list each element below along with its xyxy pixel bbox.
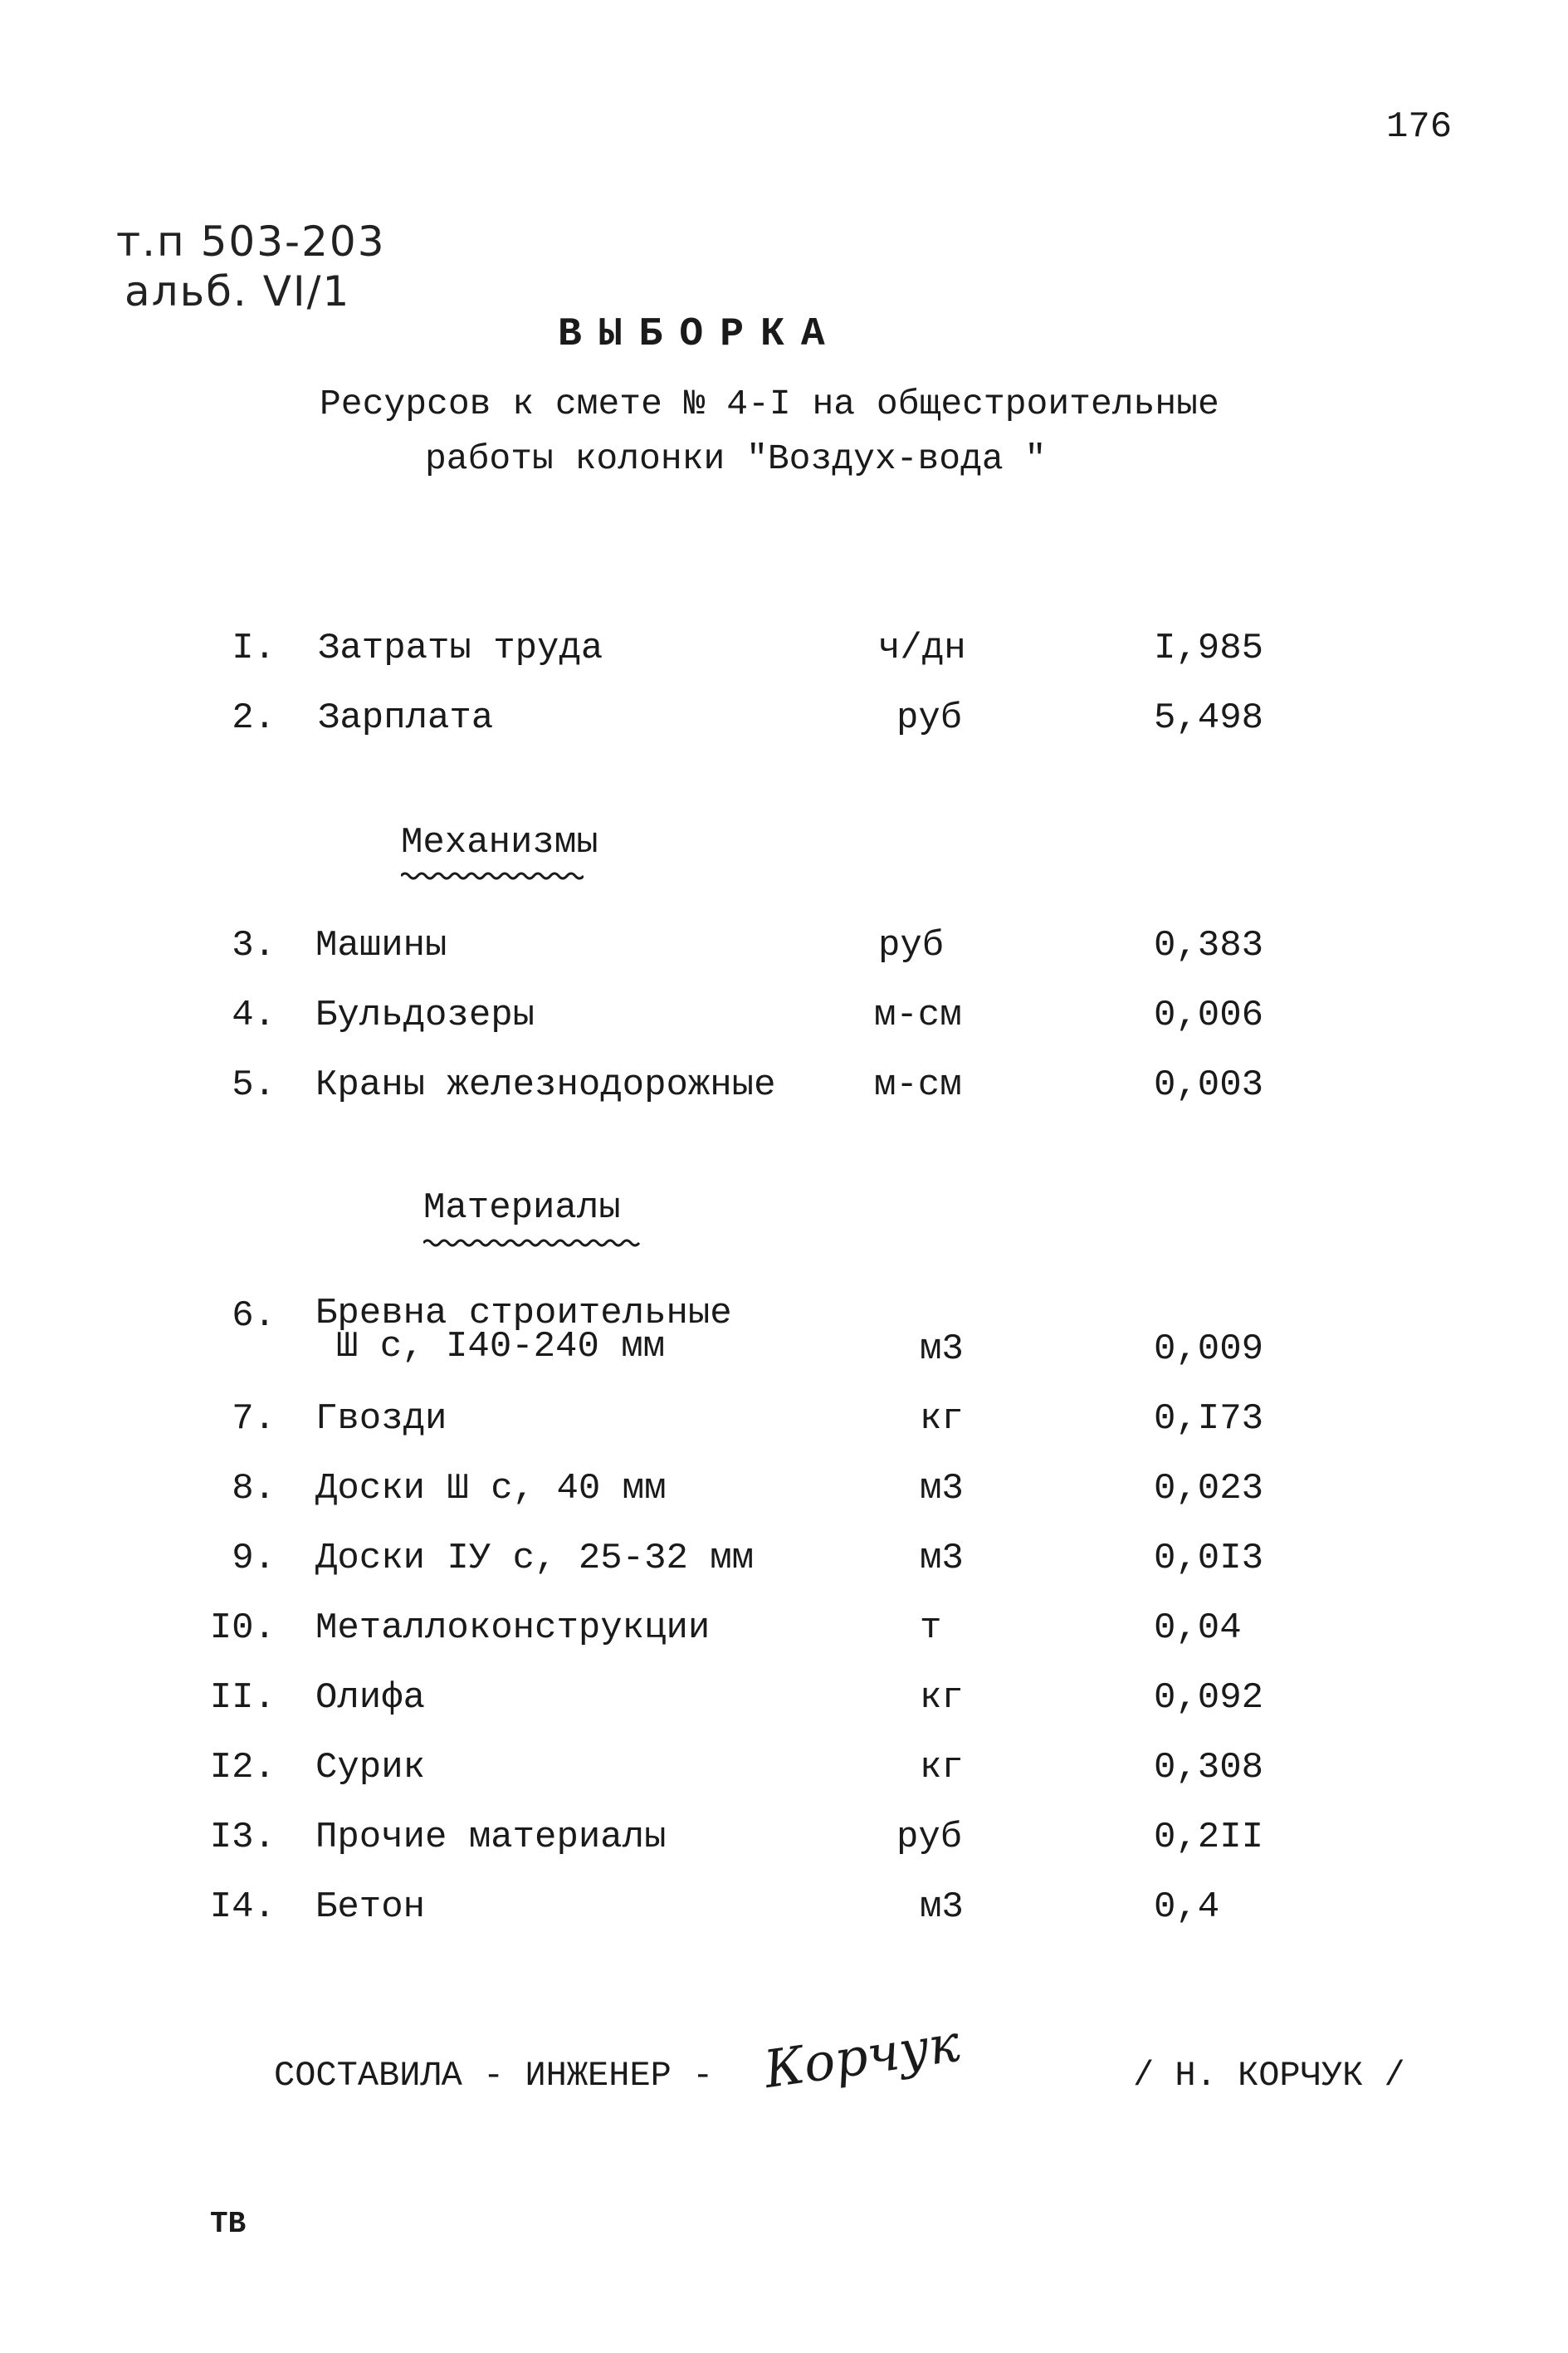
row-unit: т [920,1607,942,1649]
row-value: 0,04 [1154,1607,1242,1649]
row-value: 0,006 [1154,995,1264,1036]
page-number: 176 [1386,106,1453,148]
author-name: / Н. КОРЧУК / [1133,2056,1405,2096]
row-name: Сурик [315,1747,426,1788]
row-number: I3. [209,1817,276,1858]
row-value: 0,009 [1154,1328,1264,1370]
row-name: Прочие материалы [315,1817,667,1858]
row-number: I0. [209,1607,276,1649]
row-value: 0,023 [1154,1468,1264,1509]
row-unit: м-см [874,1064,962,1106]
row-value: 0,092 [1154,1677,1264,1719]
row-name: Затраты труда [318,628,603,669]
row-unit: кг [920,1398,964,1440]
row-value: 0,0I3 [1154,1538,1264,1579]
subtitle-line1: Ресурсов к смете № 4-I на общестроительные [320,384,1219,424]
row-name-line2: Ш с, I40-240 мм [336,1326,666,1367]
row-name: Металлоконструкции [315,1607,711,1649]
row-name: Зарплата [318,697,494,739]
row-name: Доски IУ с, 25-32 мм [315,1538,755,1579]
row-number: I. [232,628,276,669]
row-number: 3. [232,925,276,966]
row-name: Бетон [315,1886,426,1928]
section-underline [423,1237,644,1249]
compiled-by-label: СОСТАВИЛА - ИНЖЕНЕР - [274,2056,714,2096]
row-number: 6. [232,1295,276,1337]
row-unit: м3 [920,1468,964,1509]
row-unit: руб [896,1817,963,1858]
row-name: Доски Ш с, 40 мм [315,1468,667,1509]
row-unit: кг [920,1677,964,1719]
row-name-line1: Бревна строительные [315,1293,732,1334]
row-unit: м3 [920,1886,964,1928]
signature: Корчук [760,2012,964,2101]
subtitle-line2: работы колонки "Воздух-вода " [425,438,1047,479]
row-value: 0,003 [1154,1064,1264,1106]
row-value: 0,2II [1154,1817,1264,1858]
handwritten-reference-line2: альб. VI/1 [125,267,351,316]
row-number: 8. [232,1468,276,1509]
row-name: Олифа [315,1677,426,1719]
section-heading-mechanisms: Механизмы [401,822,598,863]
document-title: ВЫБОРКА [558,312,842,357]
section-underline [401,870,584,882]
row-number: I4. [209,1886,276,1928]
row-value: I,985 [1154,628,1264,669]
row-unit: руб [896,697,963,739]
row-unit: ч/дн [878,628,966,669]
row-number: 2. [232,697,276,739]
row-name: Краны железнодорожные [315,1064,776,1106]
row-unit: м3 [920,1538,964,1579]
row-number: 5. [232,1064,276,1106]
handwritten-reference-line1: т.п 503-203 [116,218,386,266]
row-value: 0,308 [1154,1747,1264,1788]
row-name: Машины [315,925,447,966]
row-number: 9. [232,1538,276,1579]
row-value: 0,383 [1154,925,1264,966]
row-number: II. [209,1677,276,1719]
row-value: 5,498 [1154,697,1264,739]
row-unit: м-см [874,995,962,1036]
row-value: 0,4 [1154,1886,1220,1928]
row-value: 0,I73 [1154,1398,1264,1440]
row-unit: м3 [920,1328,964,1370]
row-number: 4. [232,995,276,1036]
row-unit: кг [920,1747,964,1788]
row-name: Гвозди [315,1398,447,1440]
row-number: 7. [232,1398,276,1440]
row-name: Бульдозеры [315,995,535,1036]
bottom-mark: ТВ [210,2207,247,2241]
row-number: I2. [209,1747,276,1788]
section-heading-materials: Материалы [423,1187,621,1229]
row-unit: руб [878,925,945,966]
